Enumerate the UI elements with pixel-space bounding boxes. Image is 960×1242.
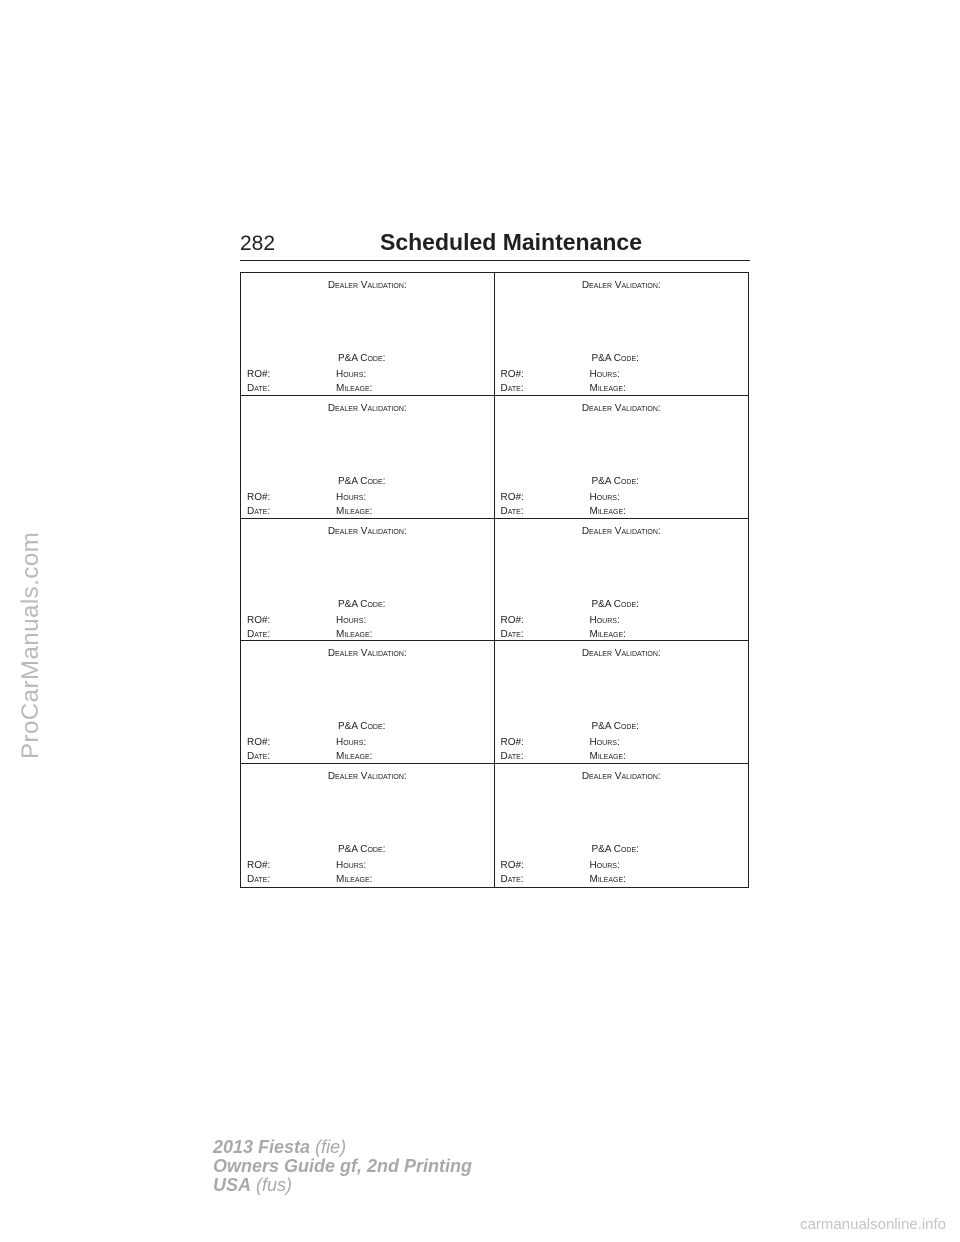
pa-code-label: P&A Code: (591, 844, 639, 856)
mileage-label: Mileage: (589, 874, 626, 886)
document-footer (213, 1138, 472, 1195)
hours-label: Hours: (589, 614, 620, 626)
dealer-validation-label: Dealer Validation: (327, 402, 407, 414)
hours-label: Hours: (589, 737, 620, 749)
hours-label: Hours: (589, 369, 620, 380)
page-title: Scheduled Maintenance (380, 229, 643, 255)
pa-code-label: P&A Code: (591, 475, 639, 487)
dealer-validation-label: Dealer Validation: (581, 280, 661, 291)
dealer-validation-label: Dealer Validation: (581, 402, 661, 414)
ro-label: RO#: (500, 737, 524, 749)
mileage-label: Mileage: (336, 874, 373, 886)
side-watermark: ProCarManuals.com (17, 531, 44, 759)
date-label: Date: (500, 383, 524, 394)
pa-code-label: P&A Code: (338, 353, 386, 364)
ro-label: RO#: (247, 737, 271, 749)
date-label: Date: (500, 628, 524, 640)
dealer-validation-grid (240, 272, 749, 888)
mileage-label: Mileage: (336, 628, 373, 640)
ro-label: RO#: (500, 614, 524, 626)
date-label: Date: (500, 751, 524, 763)
dealer-validation-label: Dealer Validation: (327, 525, 407, 537)
dealer-validation-label: Dealer Validation: (327, 771, 407, 783)
page-header (240, 228, 750, 261)
validation-cell (241, 641, 495, 764)
pa-code-label: P&A Code: (591, 353, 639, 364)
validation-cell (495, 273, 749, 396)
bottom-watermark: carmanualsonline.info (800, 1216, 946, 1233)
pa-code-label: P&A Code: (591, 721, 639, 733)
dealer-validation-label: Dealer Validation: (327, 280, 407, 291)
ro-label: RO#: (247, 491, 271, 503)
mileage-label: Mileage: (336, 505, 373, 517)
hours-label: Hours: (336, 369, 367, 380)
footer-line-2 (213, 1157, 472, 1176)
date-label: Date: (247, 383, 271, 394)
pa-code-label: P&A Code: (591, 598, 639, 610)
page-number: 282 (240, 232, 276, 255)
ro-label: RO#: (500, 860, 524, 872)
date-label: Date: (247, 751, 271, 763)
pa-code-label: P&A Code: (338, 844, 386, 856)
ro-label: RO#: (247, 369, 271, 380)
mileage-label: Mileage: (589, 751, 626, 763)
pa-code-label: P&A Code: (338, 475, 386, 487)
hours-label: Hours: (336, 491, 367, 503)
validation-cell (495, 396, 749, 519)
hours-label: Hours: (589, 491, 620, 503)
ro-label: RO#: (500, 369, 524, 380)
footer-line-1 (213, 1138, 472, 1157)
hours-label: Hours: (336, 614, 367, 626)
model-year-name: 2013 Fiesta (213, 1137, 311, 1157)
date-label: Date: (247, 628, 271, 640)
hours-label: Hours: (336, 860, 367, 872)
hours-label: Hours: (589, 860, 620, 872)
validation-cell (241, 273, 495, 396)
mileage-label: Mileage: (589, 628, 626, 640)
mileage-label: Mileage: (589, 383, 626, 394)
footer-line-3 (213, 1176, 472, 1195)
market-code: (fus) (256, 1175, 293, 1195)
validation-cell (241, 764, 495, 887)
ro-label: RO#: (247, 860, 271, 872)
hours-label: Hours: (336, 737, 367, 749)
date-label: Date: (247, 505, 271, 517)
validation-cell (495, 519, 749, 642)
market: USA (213, 1175, 252, 1195)
mileage-label: Mileage: (589, 505, 626, 517)
validation-cell (241, 396, 495, 519)
dealer-validation-label: Dealer Validation: (581, 648, 661, 660)
date-label: Date: (247, 874, 271, 886)
validation-cell (241, 519, 495, 642)
validation-cell (495, 641, 749, 764)
guide-edition: Owners Guide gf, 2nd Printing (213, 1156, 473, 1176)
ro-label: RO#: (247, 614, 271, 626)
validation-cell (495, 764, 749, 887)
ro-label: RO#: (500, 491, 524, 503)
model-code: (fie) (315, 1137, 347, 1157)
pa-code-label: P&A Code: (338, 721, 386, 733)
date-label: Date: (500, 505, 524, 517)
dealer-validation-label: Dealer Validation: (581, 525, 661, 537)
dealer-validation-label: Dealer Validation: (581, 771, 661, 783)
dealer-validation-label: Dealer Validation: (327, 648, 407, 660)
pa-code-label: P&A Code: (338, 598, 386, 610)
date-label: Date: (500, 874, 524, 886)
mileage-label: Mileage: (336, 751, 373, 763)
mileage-label: Mileage: (336, 383, 373, 394)
